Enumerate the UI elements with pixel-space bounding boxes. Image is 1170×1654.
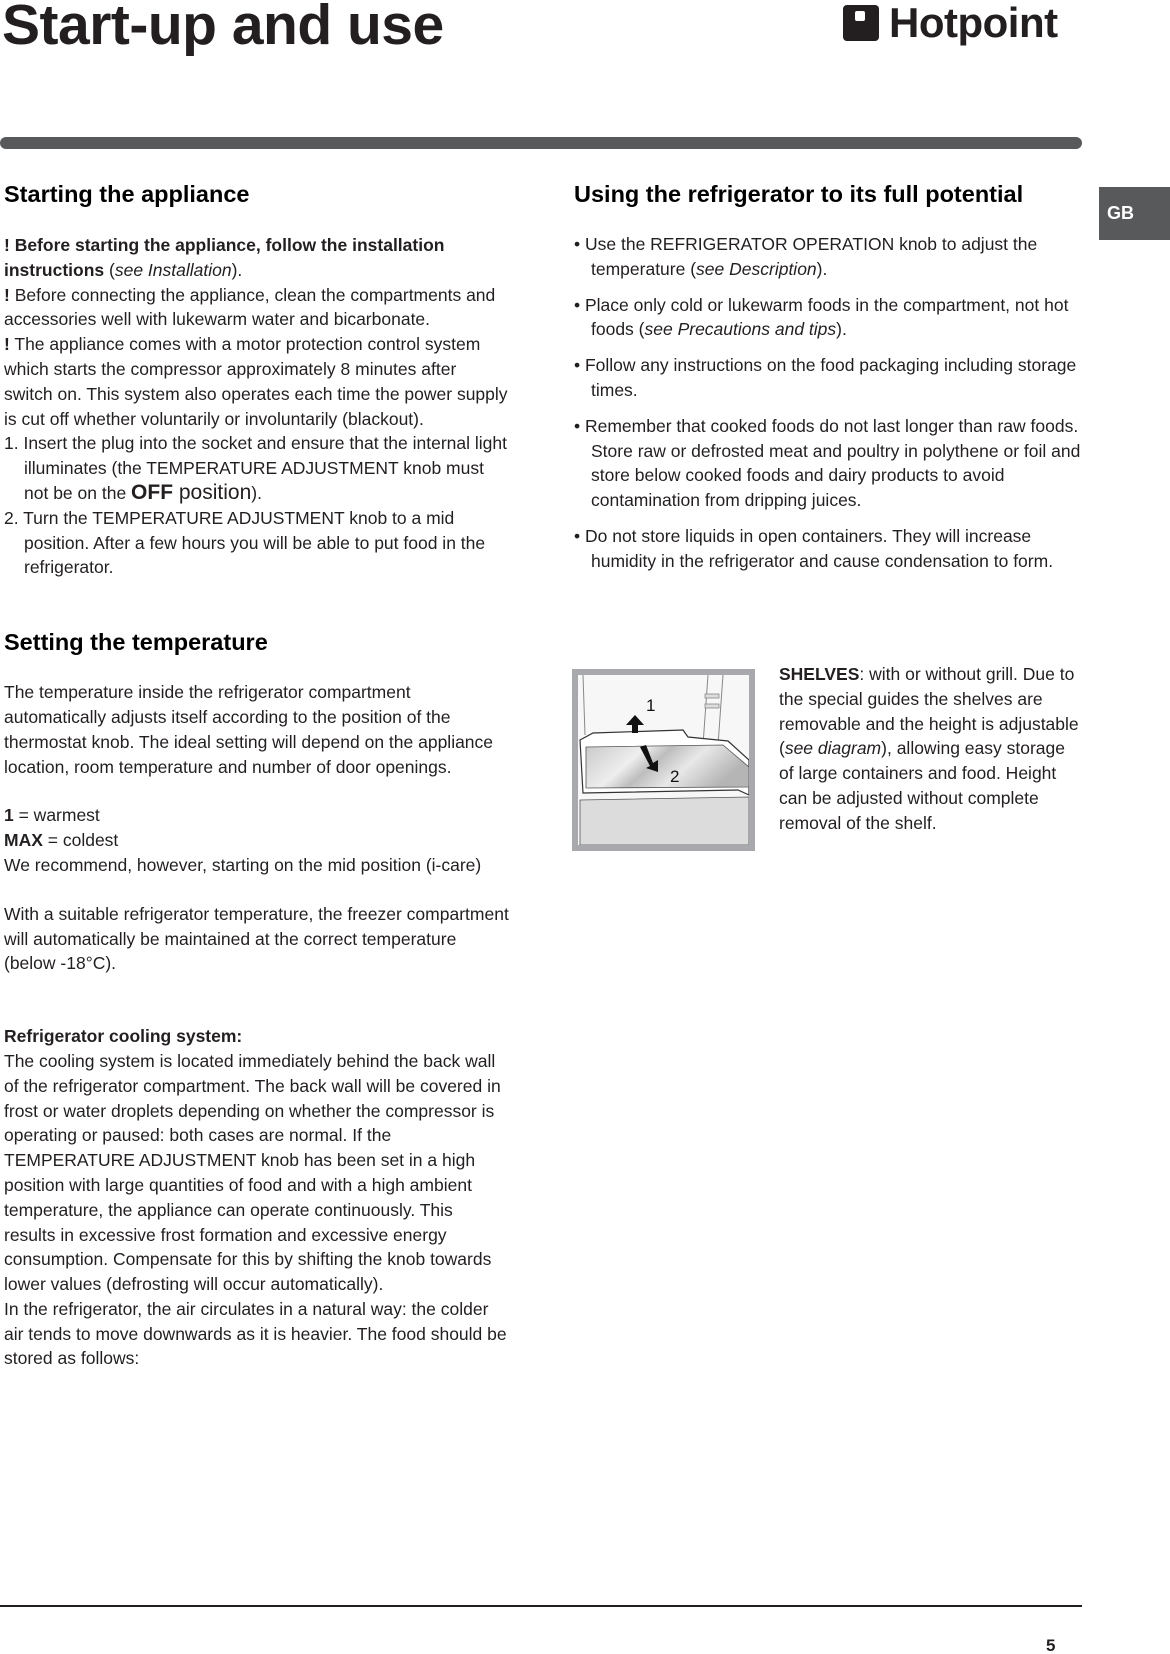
shelf-illustration-icon [578, 675, 749, 845]
language-tab: GB [1099, 187, 1170, 240]
header-divider [0, 137, 1082, 149]
temperature-intro: The temperature inside the refrigerator compartment automatically adjusts itself according to the position of the thermostat knob. The ideal setting will depend on the appliance location, room temperature and number of door openings. [4, 682, 494, 777]
bullet-item: • Place only cold or lukewarm foods in the compartment, not hot foods (see Precautions and tips). [574, 294, 1069, 340]
left-column [4, 180, 509, 1371]
temperature-heading: Setting the temperature [4, 629, 268, 656]
figure-label-2: 2 [670, 767, 680, 786]
see-installation-link[interactable]: see Installation [114, 259, 232, 280]
hotpoint-logo-icon [843, 5, 879, 41]
hotpoint-logo [843, 2, 1058, 44]
bullet-item: • Use the REFRIGERATOR OPERATION knob to adjust the temperature (see Description). [574, 234, 1038, 279]
shelves-label: SHELVES [779, 664, 860, 684]
step-1: 1. Insert the plug into the socket and ensure that the internal light illuminates (the TEMPERATURE ADJUSTMENT knob must not be on the OFF position). [4, 433, 507, 504]
warning-clean: ! Before connecting the appliance, clean the compartments and accessories well with lukewarm water and bicarbonate. [4, 284, 496, 330]
warning-installation: ! Before starting the appliance, follow the installation instructions (see Installation). [4, 235, 445, 280]
cooling-paragraph-1: The cooling system is located immediately behind the back wall of the refrigerator compartment. The back wall will be covered in frost or water droplets depending on whether the compressor is operating or paused: both cases are normal. If the TEMPERATURE ADJUSTMENT knob has been set in a high position with large quantities of food and with a high ambient temperature, the appliance can operate continuously. This results in excessive frost formation and excessive energy consumption. Compensate for this by shifting the knob towards lower values (defrosting will occur automatically). [4, 1050, 501, 1295]
bullet-item: • Do not store liquids in open containers. They will increase humidity in the refrigerator and cause condensation to form. [574, 525, 1054, 571]
cooling-paragraph-2: In the refrigerator, the air circulates in a natural way: the colder air tends to move downwards as it is heavier. The food should be stored as follows: [4, 1298, 507, 1369]
recommendation: We recommend, however, starting on the mid position (i-care) [4, 854, 482, 875]
starting-heading: Starting the appliance [4, 181, 250, 207]
cooling-heading: Refrigerator cooling system: [4, 1026, 243, 1047]
see-diagram-link[interactable]: see diagram [784, 738, 882, 759]
freezer-note: With a suitable refrigerator temperature, the freezer compartment will automatically be maintained at the correct temperature (below -18°C). [4, 903, 509, 974]
setting-coldest: MAX = coldest [4, 830, 119, 851]
shelf-diagram [572, 669, 755, 851]
see-description-link[interactable]: see Description [696, 258, 817, 279]
exclamation-icon: ! [4, 284, 10, 305]
exclamation-icon: ! [4, 235, 10, 255]
full-potential-heading: Using the refrigerator to its full potential [574, 181, 1024, 207]
brand-name: Hotpoint [889, 0, 1058, 46]
warning-motor-protection: ! The appliance comes with a motor protection control system which starts the compressor approximately 8 minutes after switch on. This system also operates each time the power supply is cut off whether voluntarily or involuntarily (blackout). [4, 334, 508, 429]
see-precautions-link[interactable]: see Precautions and tips [644, 319, 837, 340]
exclamation-icon: ! [4, 334, 10, 355]
step-2: 2. Turn the TEMPERATURE ADJUSTMENT knob to a mid position. After a few hours you will be able to put food in the refrigerator. [4, 507, 486, 578]
footer-divider [0, 1605, 1082, 1607]
bullet-item: • Remember that cooked foods do not last longer than raw foods. Store raw or defrosted meat and poultry in polythene or foil and store below cooked foods and dairy products to avoid contamination from dripping juices. [574, 415, 1081, 511]
shelves-description: SHELVES: with or without grill. Due to the special guides the shelves are removable and the height is adjustable (see diagram), allowing easy storage of large containers and food. Height can be adjusted without complete removal of the shelf. [779, 664, 1079, 833]
figure-label-1: 1 [646, 696, 656, 715]
page-number: 5 [1046, 1636, 1056, 1654]
setting-warmest: 1 = warmest [4, 805, 100, 826]
page-title: Start-up and use [2, 0, 444, 57]
bullet-item: • Follow any instructions on the food packaging including storage times. [574, 355, 1077, 400]
right-column [574, 180, 1084, 585]
